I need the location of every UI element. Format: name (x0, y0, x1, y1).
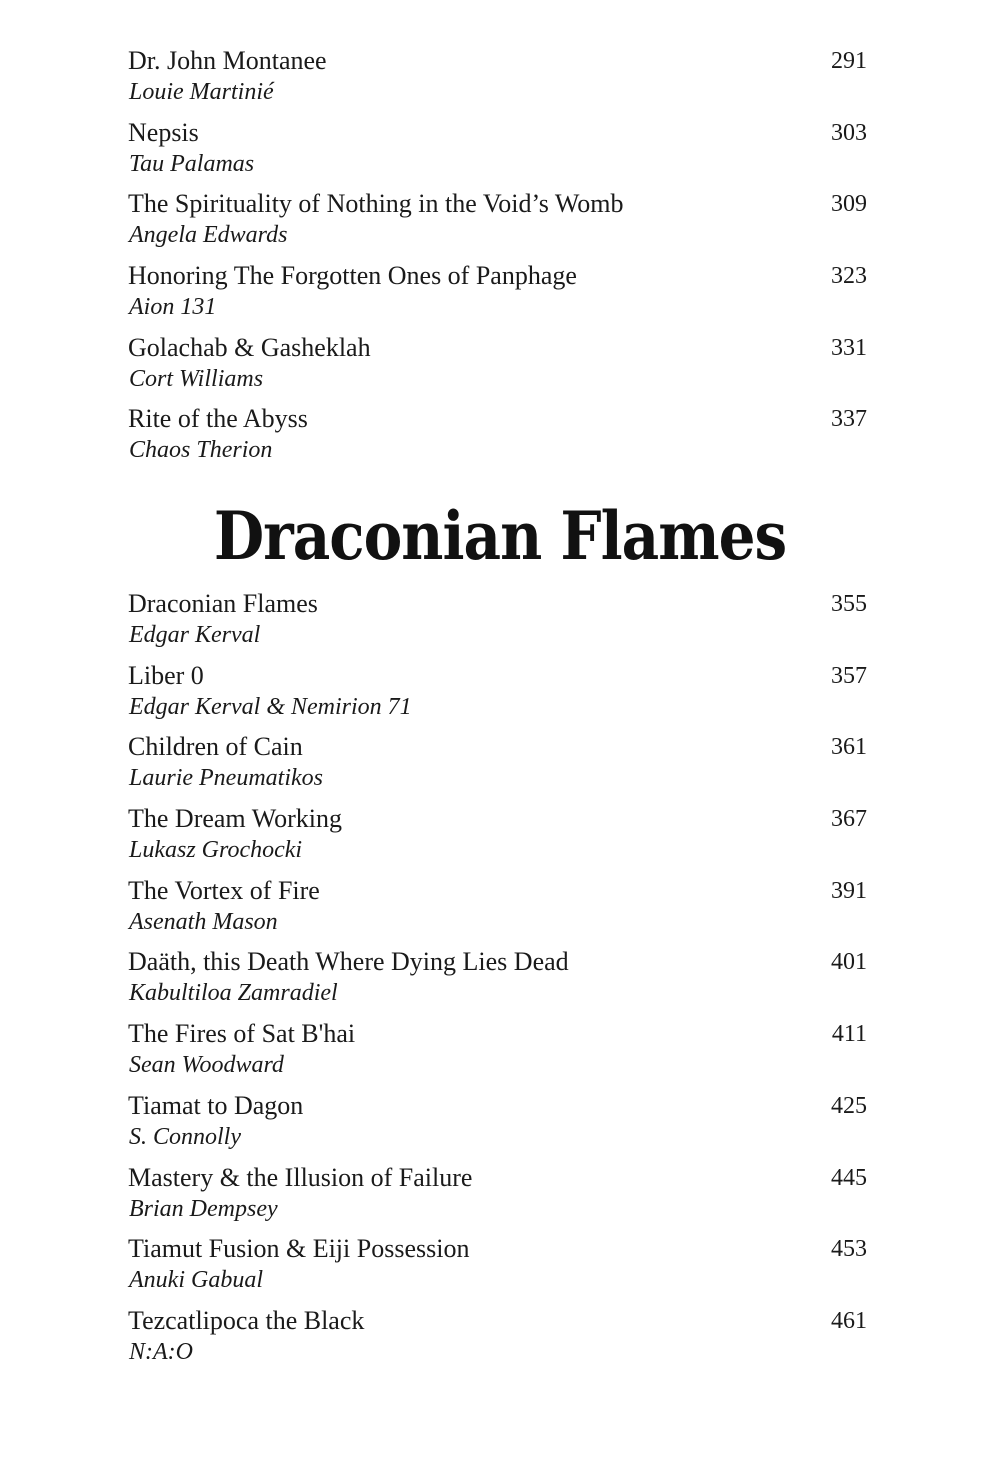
entry-page-number: 401 (831, 949, 867, 976)
entry-author: Tau Palamas (129, 150, 255, 177)
entry-author: Anuki Gabual (129, 1267, 263, 1294)
toc-entry (128, 730, 867, 802)
entry-page-number: 391 (831, 877, 867, 904)
entry-page-number: 291 (831, 48, 867, 74)
toc-entry (128, 259, 867, 331)
entry-title: Tiamat to Dagon (128, 1090, 304, 1120)
entry-page-number: 411 (831, 1021, 867, 1048)
entry-title: Honoring The Forgotten Ones of Panphage (128, 261, 577, 291)
entry-title: Children of Cain (128, 732, 303, 762)
entry-title: Nepsis (128, 117, 199, 147)
entry-title: The Dream Working (128, 804, 343, 834)
entry-title: The Fires of Sat B'hai (128, 1019, 356, 1049)
section-heading-title: Draconian Flames (213, 496, 787, 576)
toc-entry (128, 802, 867, 874)
entry-author: Chaos Therion (129, 437, 273, 464)
entry-author: Cort Williams (129, 365, 264, 392)
toc-entry (128, 1089, 867, 1161)
entry-page-number: 461 (831, 1307, 867, 1334)
toc-entry (128, 659, 867, 731)
entry-author: Sean Woodward (129, 1052, 284, 1079)
entry-title: Tezcatlipoca the Black (128, 1305, 365, 1335)
toc-entry (128, 1017, 867, 1089)
entry-author: N:A:O (129, 1338, 193, 1365)
toc-entry (128, 402, 867, 474)
entry-author: Asenath Mason (129, 908, 278, 935)
entry-page-number: 309 (831, 191, 867, 218)
entry-author: Edgar Kerval & Nemirion 71 (129, 693, 412, 720)
entry-author: S. Connolly (129, 1123, 241, 1150)
toc-entry (128, 587, 867, 659)
entry-title: Mastery & the Illusion of Failure (128, 1162, 473, 1192)
entry-page-number: 303 (831, 119, 867, 146)
entry-title: Dr. John Montanee (128, 46, 327, 75)
entry-title: Draconian Flames (128, 589, 318, 618)
toc-entry (128, 1304, 867, 1376)
entry-title: Golachab & Gasheklah (128, 332, 371, 362)
section-heading (0, 492, 1000, 584)
entry-page-number: 367 (831, 806, 867, 833)
entry-page-number: 453 (831, 1236, 867, 1263)
toc-entry (128, 1161, 867, 1233)
entry-author: Edgar Kerval (129, 622, 261, 648)
entry-page-number: 331 (831, 334, 867, 361)
entry-page-number: 425 (831, 1092, 867, 1119)
entry-author: Angela Edwards (129, 222, 288, 249)
entry-page-number: 337 (831, 406, 867, 433)
entry-author: Brian Dempsey (129, 1195, 278, 1222)
entry-title: Daäth, this Death Where Dying Lies Dead (128, 947, 569, 977)
toc-entry (128, 874, 867, 946)
entry-author: Kabultiloa Zamradiel (129, 980, 338, 1007)
toc-section-draconian-flames (128, 587, 867, 1376)
entry-author: Aion 131 (129, 294, 217, 321)
entry-author: Louie Martinié (129, 79, 274, 105)
entry-title: Tiamut Fusion & Eiji Possession (128, 1234, 470, 1264)
entry-page-number: 357 (831, 662, 867, 689)
entry-author: Laurie Pneumatikos (129, 765, 323, 792)
entry-title: Liber 0 (128, 660, 204, 690)
toc-entry (128, 116, 867, 188)
toc-entry (128, 945, 867, 1017)
entry-page-number: 361 (831, 734, 867, 761)
entry-title: The Vortex of Fire (128, 875, 320, 905)
toc-section-top (128, 44, 867, 474)
toc-entry (128, 44, 867, 116)
entry-page-number: 323 (831, 263, 867, 290)
entry-title: The Spirituality of Nothing in the Void’s Womb (128, 189, 624, 219)
entry-title: Rite of the Abyss (128, 404, 308, 434)
toc-entry (128, 1232, 867, 1304)
toc-entry (128, 331, 867, 403)
entry-author: Lukasz Grochocki (129, 837, 303, 864)
entry-page-number: 355 (831, 591, 867, 617)
toc-entry (128, 187, 867, 259)
entry-page-number: 445 (831, 1164, 867, 1191)
